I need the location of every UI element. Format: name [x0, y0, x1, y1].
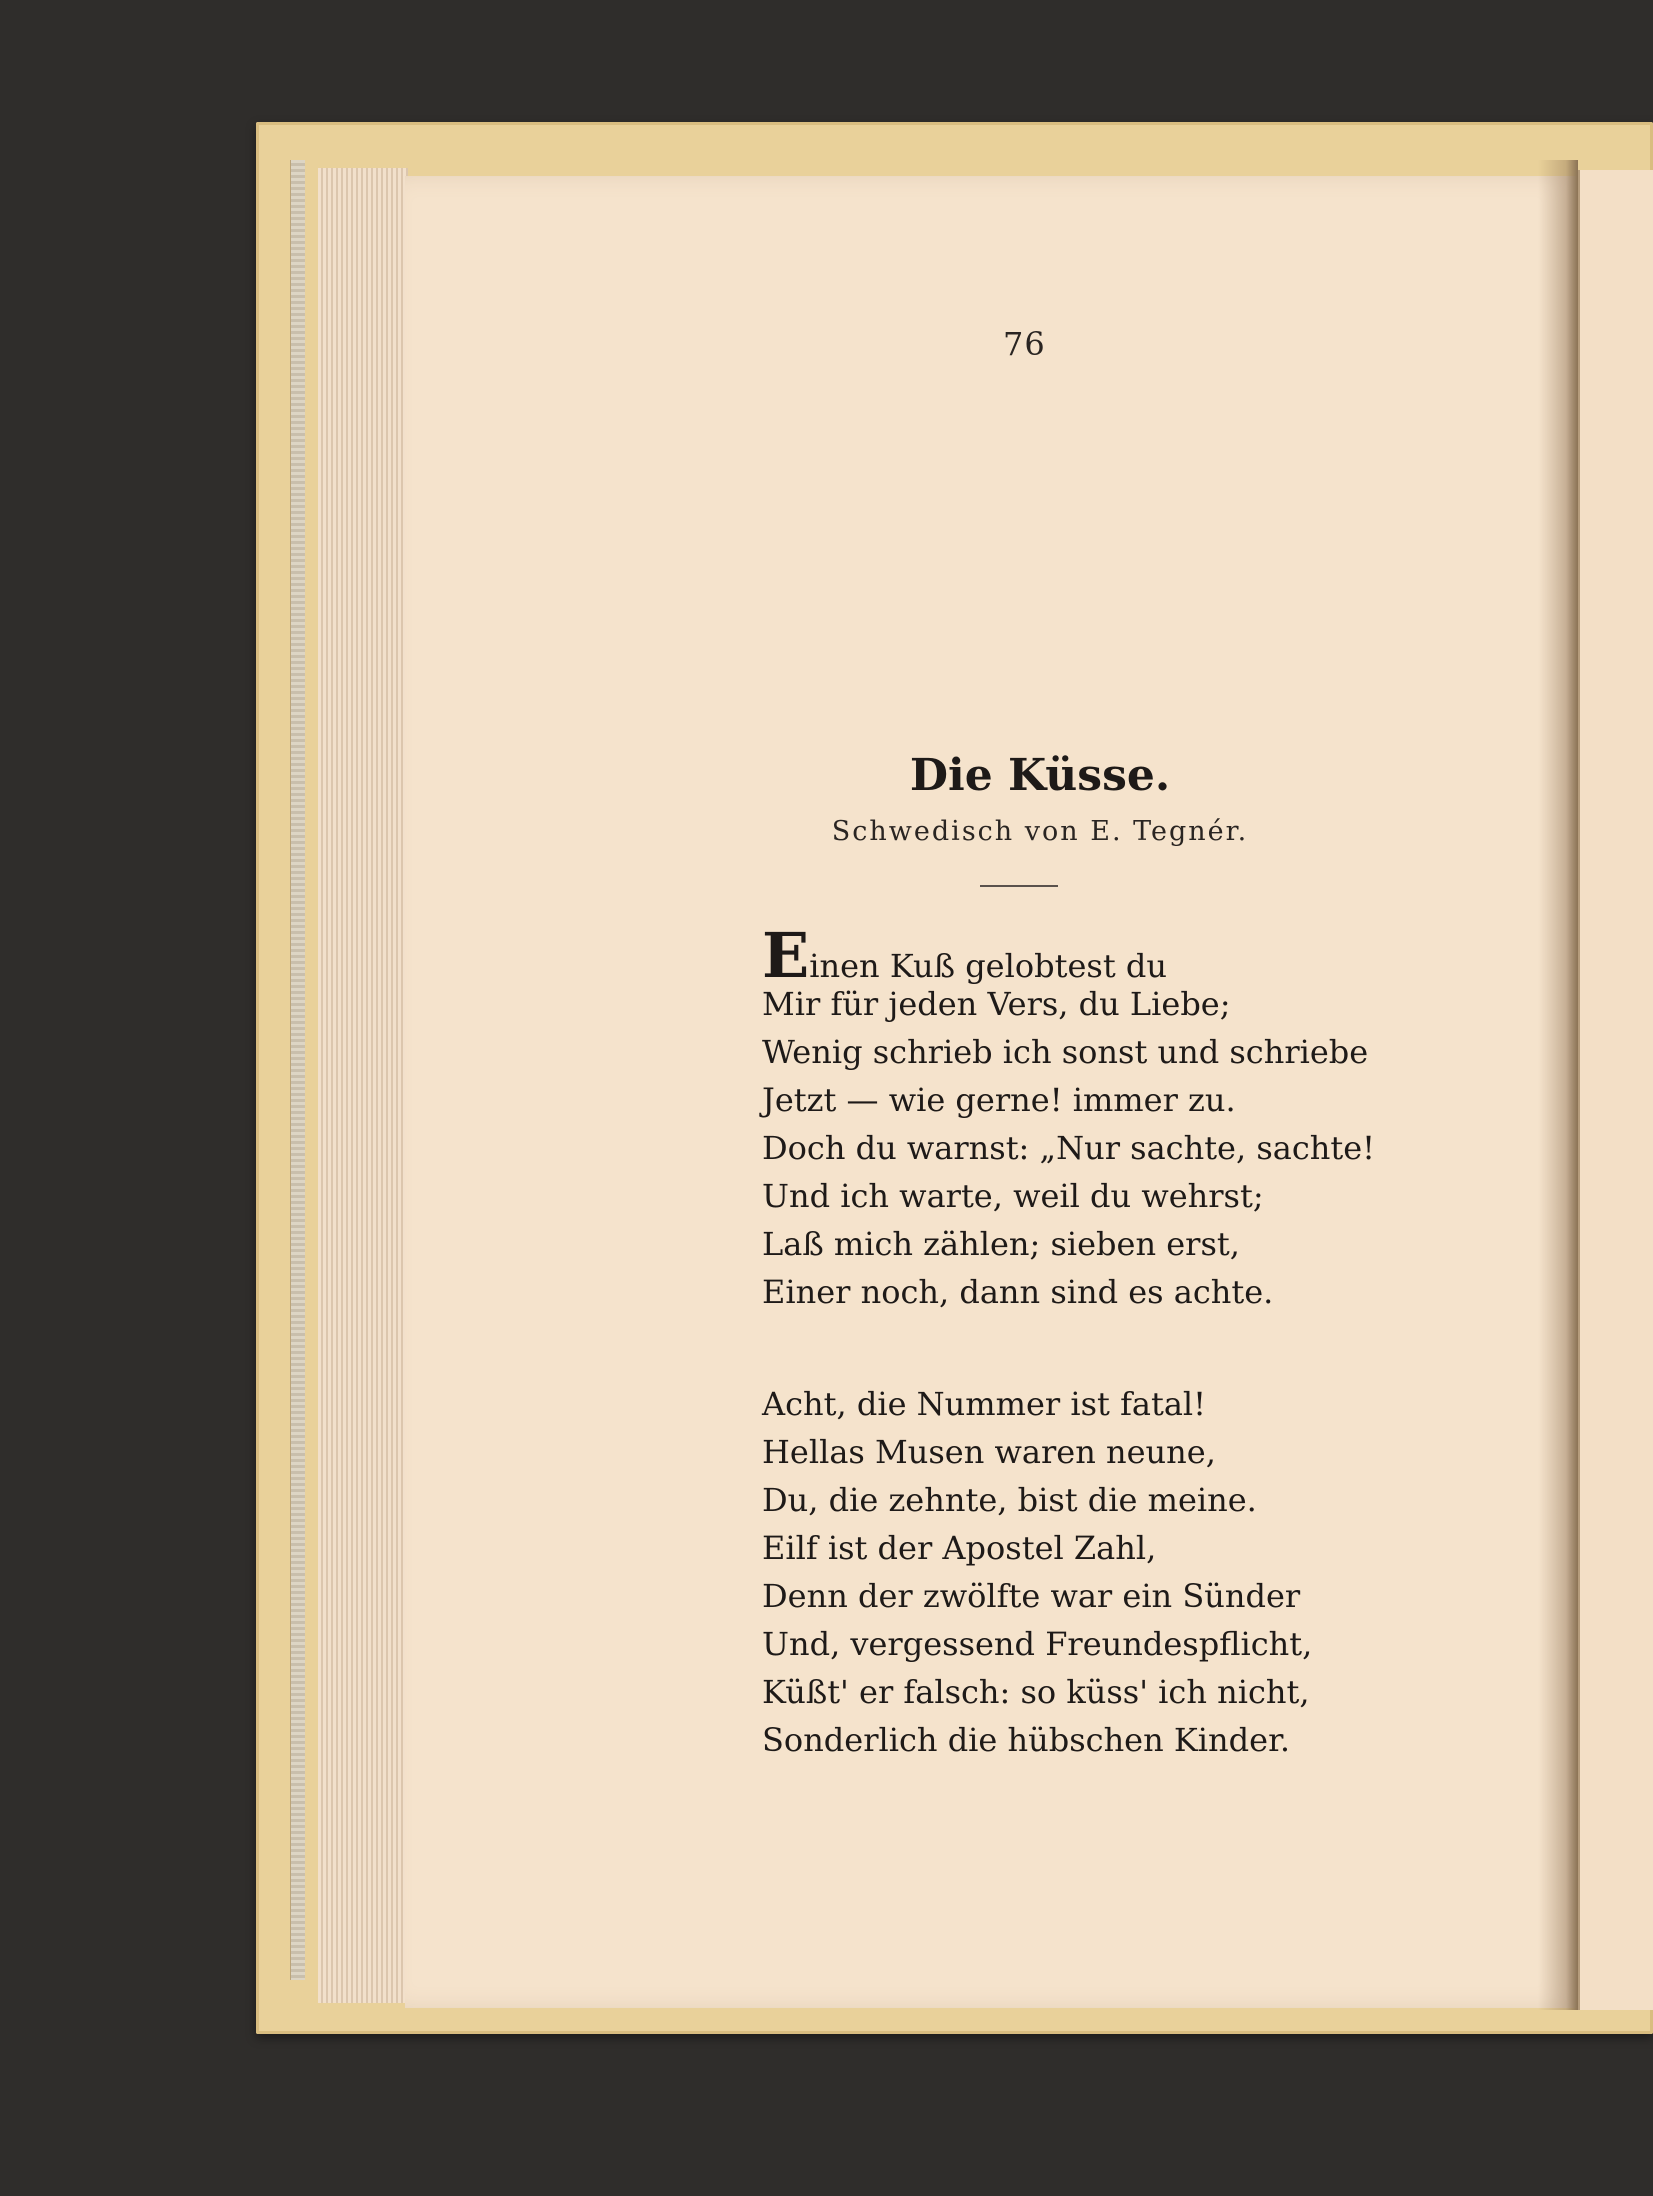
page-number: 76 — [1003, 325, 1046, 363]
poem-line: Küßt' er falsch: so küss' ich nicht, — [762, 1673, 1310, 1711]
poem-line: Sonderlich die hübschen Kinder. — [762, 1721, 1291, 1759]
poem-line: Hellas Musen waren neune, — [762, 1433, 1216, 1471]
poem-line: Und, vergessend Freundespflicht, — [762, 1625, 1313, 1663]
poem-subtitle: Schwedisch von E. Tegnér. — [831, 816, 1249, 847]
facing-page-edge — [1578, 170, 1653, 2010]
poem-line: Doch du warnst: „Nur sachte, sachte! — [762, 1129, 1376, 1167]
drop-cap: E — [762, 919, 810, 992]
poem-line: Du, die zehnte, bist die meine. — [762, 1481, 1257, 1519]
poem-line: Mir für jeden Vers, du Liebe; — [762, 985, 1231, 1023]
poem-line — [762, 919, 1375, 992]
poem-line: Eilf ist der Apostel Zahl, — [762, 1529, 1157, 1567]
page-gutter — [1538, 160, 1578, 2010]
poem-line-text: inen Kuß gelobtest du — [809, 947, 1167, 985]
stanza-1 — [762, 919, 1376, 1316]
poem-line: Wenig schrieb ich sonst und schriebe — [762, 1033, 1369, 1071]
poem-title: Die Küsse. — [909, 750, 1171, 801]
poem-line: Jetzt — wie gerne! immer zu. — [762, 1081, 1236, 1119]
poem-line: Acht, die Nummer ist fatal! — [762, 1385, 1207, 1423]
poem-line: Laß mich zählen; sieben erst, — [762, 1225, 1240, 1263]
page-stack-edges — [318, 168, 408, 2003]
title-divider — [980, 885, 1058, 887]
stanza-2 — [762, 1380, 1312, 1764]
poem-line: Und ich warte, weil du wehrst; — [762, 1177, 1264, 1215]
poem-line: Einer noch, dann sind es achte. — [762, 1273, 1274, 1311]
book-spine-cloth — [290, 160, 305, 1980]
poem-line: Denn der zwölfte war ein Sünder — [762, 1577, 1301, 1615]
